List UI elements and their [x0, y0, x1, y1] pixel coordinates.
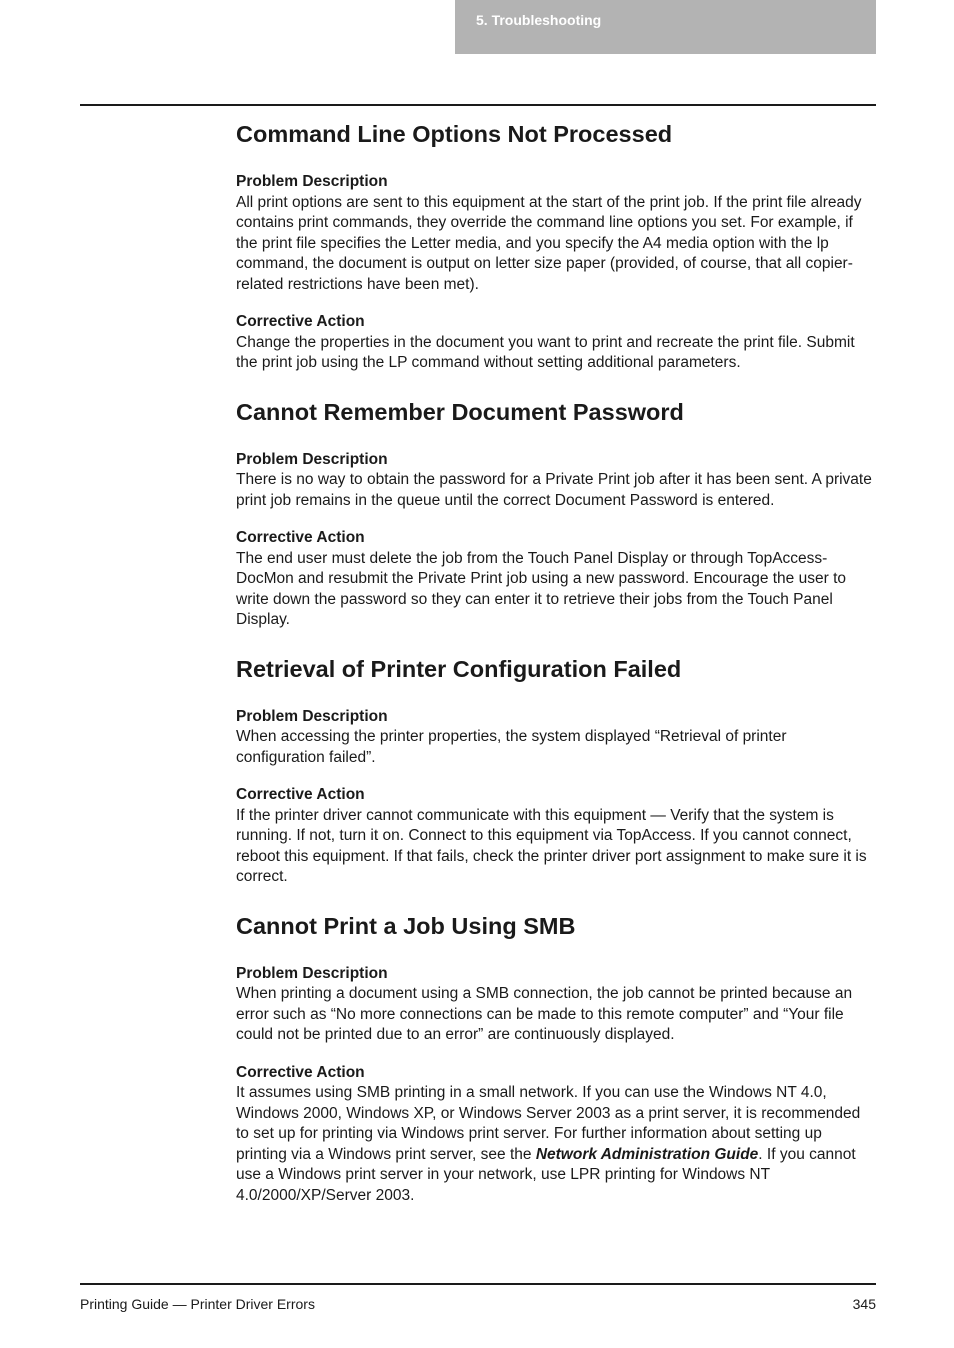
- problem-label: Problem Description: [236, 964, 388, 982]
- action-text: If the printer driver cannot communicate with this equipment — Verify that the system is running. If not, turn it on. Connect to this equipment via TopAccess. If you cannot connect, reboot this equipment. If that fails, check the printer driver port assignment to make sure it is correct.: [236, 806, 867, 885]
- page-content: [236, 118, 876, 1228]
- section-title: Cannot Print a Job Using SMB: [236, 912, 576, 939]
- problem-text: When accessing the printer properties, the system displayed “Retrieval of printer configuration failed”.: [236, 728, 787, 766]
- section-title: Cannot Remember Document Password: [236, 398, 684, 425]
- problem-text: All print options are sent to this equipment at the start of the print job. If the print file already contains print commands, they override the command line options you set. For example, if the print file specifies the Letter media, and you specify the A4 media option with the lp command, the document is output on letter size paper (provided, of course, that all copier-related restrictions have been met).: [236, 193, 862, 293]
- problem-label: Problem Description: [236, 450, 388, 468]
- bottom-divider: [80, 1283, 876, 1285]
- page-number: 345: [852, 1296, 876, 1312]
- action-label: Corrective Action: [236, 313, 365, 330]
- action-text-part-2: . If you cannot use a Windows print server in your network, use LPR printing for Windows NT 4.0/2000/XP/Server 2003.: [236, 1145, 856, 1204]
- action-text: [236, 1083, 876, 1206]
- chapter-title: 5. Troubleshooting: [476, 12, 602, 28]
- problem-label: Problem Description: [236, 707, 388, 725]
- section-title: Retrieval of Printer Configuration Failed: [236, 655, 682, 682]
- section-command-line-options: [236, 118, 876, 374]
- action-text-part-1: It assumes using SMB printing in a small network. If you can use the Windows NT 4.0, Windows 2000, Windows XP, or Windows Server 2003 as a print server, it is recommended to set up for printing via Windows print server. For further information about setting up printing via a Windows print server, see the: [236, 1084, 861, 1163]
- footer-title: Printing Guide — Printer Driver Errors: [80, 1296, 315, 1312]
- problem-text: When printing a document using a SMB connection, the job cannot be printed because an error such as “No more connections can be made to this remote computer” and “Your file could not be printed due to an error” are continuously displayed.: [236, 985, 853, 1043]
- section-title: Command Line Options Not Processed: [236, 121, 673, 147]
- problem-label: Problem Description: [236, 173, 388, 190]
- action-label: Corrective Action: [236, 1063, 365, 1081]
- chapter-tab: [455, 0, 876, 54]
- guide-reference: Network Administration Guide: [535, 1145, 759, 1163]
- action-text: The end user must delete the job from the Touch Panel Display or through TopAccess-DocMon and resubmit the Private Print job using a new password. Encourage the user to write down the password so they can enter it to retrieve their jobs from the Touch Panel Display.: [236, 549, 846, 628]
- section-smb-printing: [236, 910, 876, 1207]
- action-label: Corrective Action: [236, 529, 365, 546]
- section-printer-configuration: [236, 653, 876, 888]
- section-document-password: [236, 396, 876, 631]
- action-label: Corrective Action: [236, 786, 365, 803]
- top-divider: [80, 104, 876, 106]
- problem-text: There is no way to obtain the password for a Private Print job after it has been sent. A private print job remains in the queue until the correct Document Password is entered.: [236, 471, 872, 509]
- action-text: Change the properties in the document you want to print and recreate the print file. Submit the print job using the LP command without setting additional parameters.: [236, 333, 855, 371]
